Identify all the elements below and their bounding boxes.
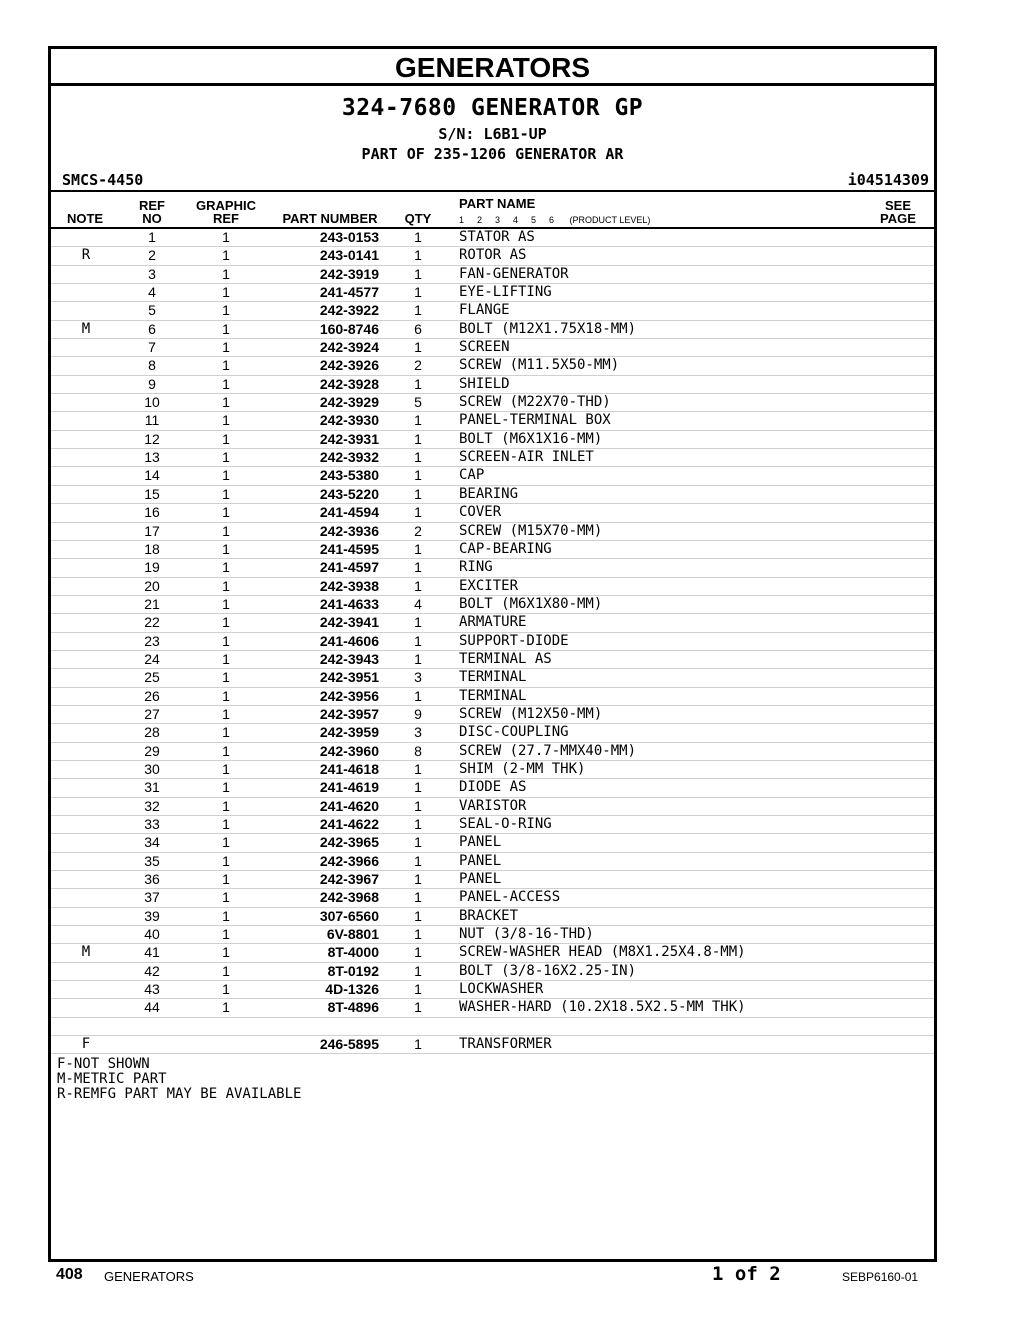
table-row [51, 798, 934, 816]
row-graphic-ref: 1 [222, 339, 230, 356]
row-ref-no: 31 [144, 779, 160, 796]
row-part-name: LOCKWASHER [459, 981, 544, 998]
row-graphic-ref: 1 [222, 302, 230, 319]
row-graphic-ref: 1 [222, 926, 230, 943]
table-row [51, 688, 934, 706]
row-ref-no: 20 [144, 577, 160, 594]
row-graphic-ref: 1 [222, 797, 230, 814]
row-graphic-ref: 1 [222, 522, 230, 539]
row-part-number: 242-3938 [319, 577, 379, 594]
table-row [51, 302, 934, 320]
row-part-number: 242-3936 [319, 522, 379, 539]
row-ref-no: 32 [144, 797, 160, 814]
table-row [51, 963, 934, 981]
row-qty: 1 [414, 852, 422, 869]
row-ref-no: 27 [144, 705, 160, 722]
row-part-number: 246-5895 [319, 1036, 379, 1053]
row-ref-no: 4 [148, 284, 156, 301]
row-qty: 1 [414, 247, 422, 264]
row-qty: 1 [414, 1036, 422, 1053]
row-qty: 1 [414, 339, 422, 356]
row-part-number: 242-3928 [319, 375, 379, 392]
row-ref-no: 6 [148, 320, 156, 337]
row-qty: 1 [414, 834, 422, 851]
row-ref-no: 5 [148, 302, 156, 319]
row-qty: 1 [414, 577, 422, 594]
row-qty: 8 [414, 742, 422, 759]
row-qty: 1 [414, 375, 422, 392]
row-part-name: CAP-BEARING [459, 540, 552, 557]
row-part-name: WASHER-HARD (10.2X18.5X2.5-MM THK) [459, 999, 746, 1016]
row-part-name: PANEL-ACCESS [459, 889, 561, 906]
row-ref-no: 7 [148, 339, 156, 356]
table-row [51, 523, 934, 541]
row-part-name: PANEL [459, 834, 502, 851]
table-row [51, 908, 934, 926]
row-part-number: 242-3957 [319, 705, 379, 722]
row-part-name: SCREW (M22X70-THD) [459, 394, 611, 411]
row-ref-no: 21 [144, 595, 160, 612]
row-ref-no: 34 [144, 834, 160, 851]
row-part-number: 241-4594 [319, 504, 379, 521]
row-graphic-ref: 1 [222, 687, 230, 704]
row-part-name: EYE-LIFTING [459, 284, 552, 301]
parts-table [51, 227, 934, 1054]
row-graphic-ref: 1 [222, 504, 230, 521]
row-part-name: TRANSFORMER [459, 1036, 552, 1053]
row-qty: 1 [414, 430, 422, 447]
part-of-line: PART OF 235-1206 GENERATOR AR [361, 145, 624, 163]
table-row [51, 1018, 934, 1036]
row-part-name: BRACKET [459, 907, 519, 924]
row-ref-no: 43 [144, 981, 160, 998]
row-qty: 4 [414, 595, 422, 612]
row-part-number: 241-4619 [319, 779, 379, 796]
row-part-name: SCREW-WASHER HEAD (M8X1.25X4.8-MM) [459, 944, 746, 961]
table-row [51, 412, 934, 430]
row-part-number: 242-3919 [319, 265, 379, 282]
row-graphic-ref: 1 [222, 540, 230, 557]
row-part-name: VARISTOR [459, 797, 527, 814]
row-graphic-ref: 1 [222, 705, 230, 722]
row-part-number: 242-3929 [319, 394, 379, 411]
header-see-page: SEE PAGE [880, 198, 916, 226]
row-part-number: 242-3965 [319, 834, 379, 851]
row-part-name: CAP [459, 467, 485, 484]
row-graphic-ref: 1 [222, 889, 230, 906]
row-ref-no: 16 [144, 504, 160, 521]
product-levels: 1 2 3 4 5 6 (PRODUCT LEVEL) [459, 215, 651, 225]
parts-page-frame [48, 46, 937, 1262]
table-row [51, 467, 934, 485]
table-row [51, 596, 934, 614]
smcs-code: SMCS-4450 [62, 171, 144, 189]
row-qty: 1 [414, 926, 422, 943]
note-line: M-METRIC PART [57, 1070, 167, 1087]
row-qty: 1 [414, 229, 422, 245]
table-row [51, 926, 934, 944]
table-row [51, 247, 934, 265]
row-graphic-ref: 1 [222, 999, 230, 1016]
row-part-name: SCREEN [459, 339, 510, 356]
row-part-number: 242-3931 [319, 430, 379, 447]
document-id: SEBP6160-01 [842, 1270, 919, 1284]
table-row [51, 486, 934, 504]
table-row [51, 339, 934, 357]
table-row [51, 706, 934, 724]
table-row [51, 376, 934, 394]
row-qty: 1 [414, 760, 422, 777]
row-part-number: 241-4633 [319, 595, 379, 612]
row-part-number: 242-3932 [319, 449, 379, 466]
row-part-name: ARMATURE [459, 614, 527, 631]
row-part-name: TERMINAL [459, 669, 527, 686]
header-part-name: PART NAME [459, 196, 536, 211]
row-ref-no: 28 [144, 724, 160, 741]
row-ref-no: 9 [148, 375, 156, 392]
row-graphic-ref: 1 [222, 650, 230, 667]
row-part-name: DISC-COUPLING [459, 724, 569, 741]
table-row [51, 724, 934, 742]
row-part-number: 241-4606 [319, 632, 379, 649]
row-qty: 1 [414, 467, 422, 484]
row-part-number: 8T-4896 [327, 999, 379, 1016]
row-part-name: BOLT (3/8-16X2.25-IN) [459, 962, 637, 979]
row-part-number: 242-3968 [319, 889, 379, 906]
row-part-number: 4D-1326 [325, 981, 379, 998]
row-part-name: SCREW (27.7-MMX40-MM) [459, 742, 637, 759]
row-ref-no: 17 [144, 522, 160, 539]
row-graphic-ref: 1 [222, 871, 230, 888]
row-ref-no: 35 [144, 852, 160, 869]
table-row [51, 981, 934, 999]
row-part-number: 8T-4000 [327, 944, 379, 961]
row-graphic-ref: 1 [222, 779, 230, 796]
row-ref-no: 1 [148, 229, 156, 245]
row-qty: 1 [414, 816, 422, 832]
row-graphic-ref: 1 [222, 559, 230, 576]
table-row [51, 559, 934, 577]
table-row [51, 578, 934, 596]
row-part-name: SEAL-O-RING [459, 816, 552, 832]
row-part-name: FAN-GENERATOR [459, 265, 569, 282]
row-graphic-ref: 1 [222, 430, 230, 447]
header-graphic-ref: GRAPHIC REF [196, 198, 256, 226]
row-part-name: ROTOR AS [459, 247, 527, 264]
table-row [51, 669, 934, 687]
row-part-number: 242-3966 [319, 852, 379, 869]
row-graphic-ref: 1 [222, 449, 230, 466]
table-row [51, 449, 934, 467]
row-ref-no: 26 [144, 687, 160, 704]
table-row [51, 541, 934, 559]
table-row [51, 633, 934, 651]
row-graphic-ref: 1 [222, 247, 230, 264]
table-row [51, 229, 934, 247]
row-ref-no: 8 [148, 357, 156, 374]
table-row [51, 944, 934, 962]
row-graphic-ref: 1 [222, 320, 230, 337]
row-qty: 1 [414, 412, 422, 429]
row-ref-no: 33 [144, 816, 160, 832]
row-part-name: BOLT (M6X1X80-MM) [459, 595, 603, 612]
row-graphic-ref: 1 [222, 760, 230, 777]
row-part-name: BOLT (M12X1.75X18-MM) [459, 320, 637, 337]
row-ref-no: 2 [148, 247, 156, 264]
notes-legend [57, 1057, 301, 1102]
row-part-number: 243-5220 [319, 485, 379, 502]
row-graphic-ref: 1 [222, 229, 230, 245]
table-row [51, 357, 934, 375]
row-part-number: 242-3951 [319, 669, 379, 686]
row-part-number: 8T-0192 [327, 962, 379, 979]
row-part-name: RING [459, 559, 493, 576]
row-graphic-ref: 1 [222, 394, 230, 411]
row-qty: 1 [414, 302, 422, 319]
header-note: NOTE [66, 211, 104, 226]
table-row [51, 889, 934, 907]
table-row [51, 321, 934, 339]
table-row [51, 779, 934, 797]
row-part-name: SCREW (M12X50-MM) [459, 705, 603, 722]
note-line: F-NOT SHOWN [57, 1055, 150, 1072]
table-row [51, 834, 934, 852]
row-qty: 6 [414, 320, 422, 337]
row-graphic-ref: 1 [222, 816, 230, 832]
row-part-name: EXCITER [459, 577, 519, 594]
row-part-number: 241-4595 [319, 540, 379, 557]
row-graphic-ref: 1 [222, 375, 230, 392]
row-part-number: 6V-8801 [326, 926, 379, 943]
row-ref-no: 44 [144, 999, 160, 1016]
row-graphic-ref: 1 [222, 944, 230, 961]
row-qty: 1 [414, 284, 422, 301]
row-graphic-ref: 1 [222, 265, 230, 282]
row-part-name: TERMINAL AS [459, 650, 552, 667]
row-graphic-ref: 1 [222, 962, 230, 979]
row-qty: 1 [414, 559, 422, 576]
row-qty: 1 [414, 797, 422, 814]
header-ref-no: REF NO [139, 198, 165, 226]
row-part-name: NUT (3/8-16-THD) [459, 926, 594, 943]
row-qty: 1 [414, 999, 422, 1016]
section-title: GENERATORS [51, 49, 934, 86]
row-qty: 1 [414, 779, 422, 796]
row-qty: 1 [414, 871, 422, 888]
row-qty: 2 [414, 357, 422, 374]
row-ref-no: 3 [148, 265, 156, 282]
row-part-name: BEARING [459, 485, 519, 502]
row-part-name: SHIELD [459, 375, 510, 392]
row-part-number: 243-0141 [319, 247, 379, 264]
row-ref-no: 36 [144, 871, 160, 888]
row-graphic-ref: 1 [222, 669, 230, 686]
table-row [51, 651, 934, 669]
table-row [51, 266, 934, 284]
row-graphic-ref: 1 [222, 467, 230, 484]
row-qty: 1 [414, 265, 422, 282]
row-ref-no: 14 [144, 467, 160, 484]
table-row [51, 284, 934, 302]
row-qty: 1 [414, 504, 422, 521]
table-row [51, 504, 934, 522]
page-of: 1 of 2 [712, 1263, 781, 1285]
row-part-name: BOLT (M6X1X16-MM) [459, 430, 603, 447]
row-part-number: 241-4620 [319, 797, 379, 814]
row-note: M [81, 320, 91, 337]
row-part-number: 242-3941 [319, 614, 379, 631]
row-graphic-ref: 1 [222, 981, 230, 998]
row-graphic-ref: 1 [222, 907, 230, 924]
table-row [51, 853, 934, 871]
row-part-number: 242-3943 [319, 650, 379, 667]
row-part-name: SUPPORT-DIODE [459, 632, 569, 649]
row-ref-no: 41 [144, 944, 160, 961]
row-part-number: 242-3922 [319, 302, 379, 319]
row-qty: 5 [414, 394, 422, 411]
row-part-name: DIODE AS [459, 779, 527, 796]
row-part-number: 243-0153 [319, 229, 379, 245]
row-ref-no: 29 [144, 742, 160, 759]
table-row [51, 394, 934, 412]
row-part-name: PANEL-TERMINAL BOX [459, 412, 611, 429]
table-row [51, 614, 934, 632]
row-part-number: 242-3959 [319, 724, 379, 741]
row-graphic-ref: 1 [222, 284, 230, 301]
row-part-name: STATOR AS [459, 229, 535, 245]
row-part-number: 242-3926 [319, 357, 379, 374]
serial-number: S/N: L6B1-UP [438, 125, 547, 143]
row-part-number: 242-3924 [319, 339, 379, 356]
row-ref-no: 10 [144, 394, 160, 411]
row-graphic-ref: 1 [222, 357, 230, 374]
header-rule [51, 190, 934, 192]
row-graphic-ref: 1 [222, 724, 230, 741]
table-row [51, 431, 934, 449]
row-ref-no: 12 [144, 430, 160, 447]
row-note: F [81, 1036, 91, 1053]
row-ref-no: 40 [144, 926, 160, 943]
row-ref-no: 37 [144, 889, 160, 906]
row-ref-no: 19 [144, 559, 160, 576]
row-qty: 9 [414, 705, 422, 722]
row-part-name: FLANGE [459, 302, 510, 319]
row-part-name: SCREW (M11.5X50-MM) [459, 357, 620, 374]
row-qty: 1 [414, 944, 422, 961]
row-ref-no: 22 [144, 614, 160, 631]
row-qty: 1 [414, 449, 422, 466]
row-qty: 1 [414, 687, 422, 704]
row-ref-no: 15 [144, 485, 160, 502]
row-graphic-ref: 1 [222, 632, 230, 649]
row-qty: 3 [414, 669, 422, 686]
row-qty: 1 [414, 614, 422, 631]
table-row [51, 999, 934, 1017]
row-ref-no: 18 [144, 540, 160, 557]
row-graphic-ref: 1 [222, 485, 230, 502]
row-part-number: 243-5380 [319, 467, 379, 484]
row-ref-no: 42 [144, 962, 160, 979]
header-qty: QTY [404, 211, 432, 226]
row-qty: 1 [414, 907, 422, 924]
row-graphic-ref: 1 [222, 742, 230, 759]
row-graphic-ref: 1 [222, 614, 230, 631]
row-graphic-ref: 1 [222, 834, 230, 851]
row-ref-no: 30 [144, 760, 160, 777]
row-qty: 1 [414, 632, 422, 649]
row-part-number: 242-3930 [319, 412, 379, 429]
row-part-name: PANEL [459, 871, 502, 888]
row-ref-no: 11 [144, 412, 160, 429]
table-row [51, 761, 934, 779]
row-part-number: 242-3967 [319, 871, 379, 888]
row-part-number: 242-3956 [319, 687, 379, 704]
row-part-name: SCREEN-AIR INLET [459, 449, 594, 466]
row-part-name: SHIM (2-MM THK) [459, 760, 586, 777]
row-graphic-ref: 1 [222, 595, 230, 612]
row-part-number: 241-4597 [319, 559, 379, 576]
row-part-number: 160-8746 [319, 320, 379, 337]
row-qty: 1 [414, 650, 422, 667]
row-note: M [81, 944, 91, 961]
row-qty: 3 [414, 724, 422, 741]
row-ref-no: 23 [144, 632, 160, 649]
group-title: 324-7680 GENERATOR GP [341, 95, 644, 121]
row-qty: 1 [414, 962, 422, 979]
row-part-name: SCREW (M15X70-MM) [459, 522, 603, 539]
row-part-name: TERMINAL [459, 687, 527, 704]
header-part-number: PART NUMBER [282, 211, 378, 226]
row-ref-no: 13 [144, 449, 160, 466]
row-part-number: 241-4577 [319, 284, 379, 301]
row-part-number: 241-4622 [319, 816, 379, 832]
row-part-number: 307-6560 [319, 907, 379, 924]
row-graphic-ref: 1 [222, 852, 230, 869]
table-row [51, 816, 934, 834]
row-ref-no: 24 [144, 650, 160, 667]
row-qty: 2 [414, 522, 422, 539]
row-qty: 1 [414, 981, 422, 998]
row-part-number: 242-3960 [319, 742, 379, 759]
table-row [51, 871, 934, 889]
row-ref-no: 39 [144, 907, 160, 924]
table-row [51, 1036, 934, 1054]
page-number: 408 [56, 1266, 83, 1283]
row-ref-no: 25 [144, 669, 160, 686]
table-row [51, 743, 934, 761]
row-qty: 1 [414, 889, 422, 906]
row-part-name: PANEL [459, 852, 502, 869]
row-part-number: 241-4618 [319, 760, 379, 777]
row-graphic-ref: 1 [222, 412, 230, 429]
row-qty: 1 [414, 485, 422, 502]
footer-section: GENERATORS [104, 1269, 194, 1284]
row-qty: 1 [414, 540, 422, 557]
row-graphic-ref: 1 [222, 577, 230, 594]
note-line: R-REMFG PART MAY BE AVAILABLE [57, 1085, 302, 1102]
row-note: R [81, 247, 91, 264]
illustration-id: i04514309 [847, 171, 929, 189]
row-part-name: COVER [459, 504, 502, 521]
